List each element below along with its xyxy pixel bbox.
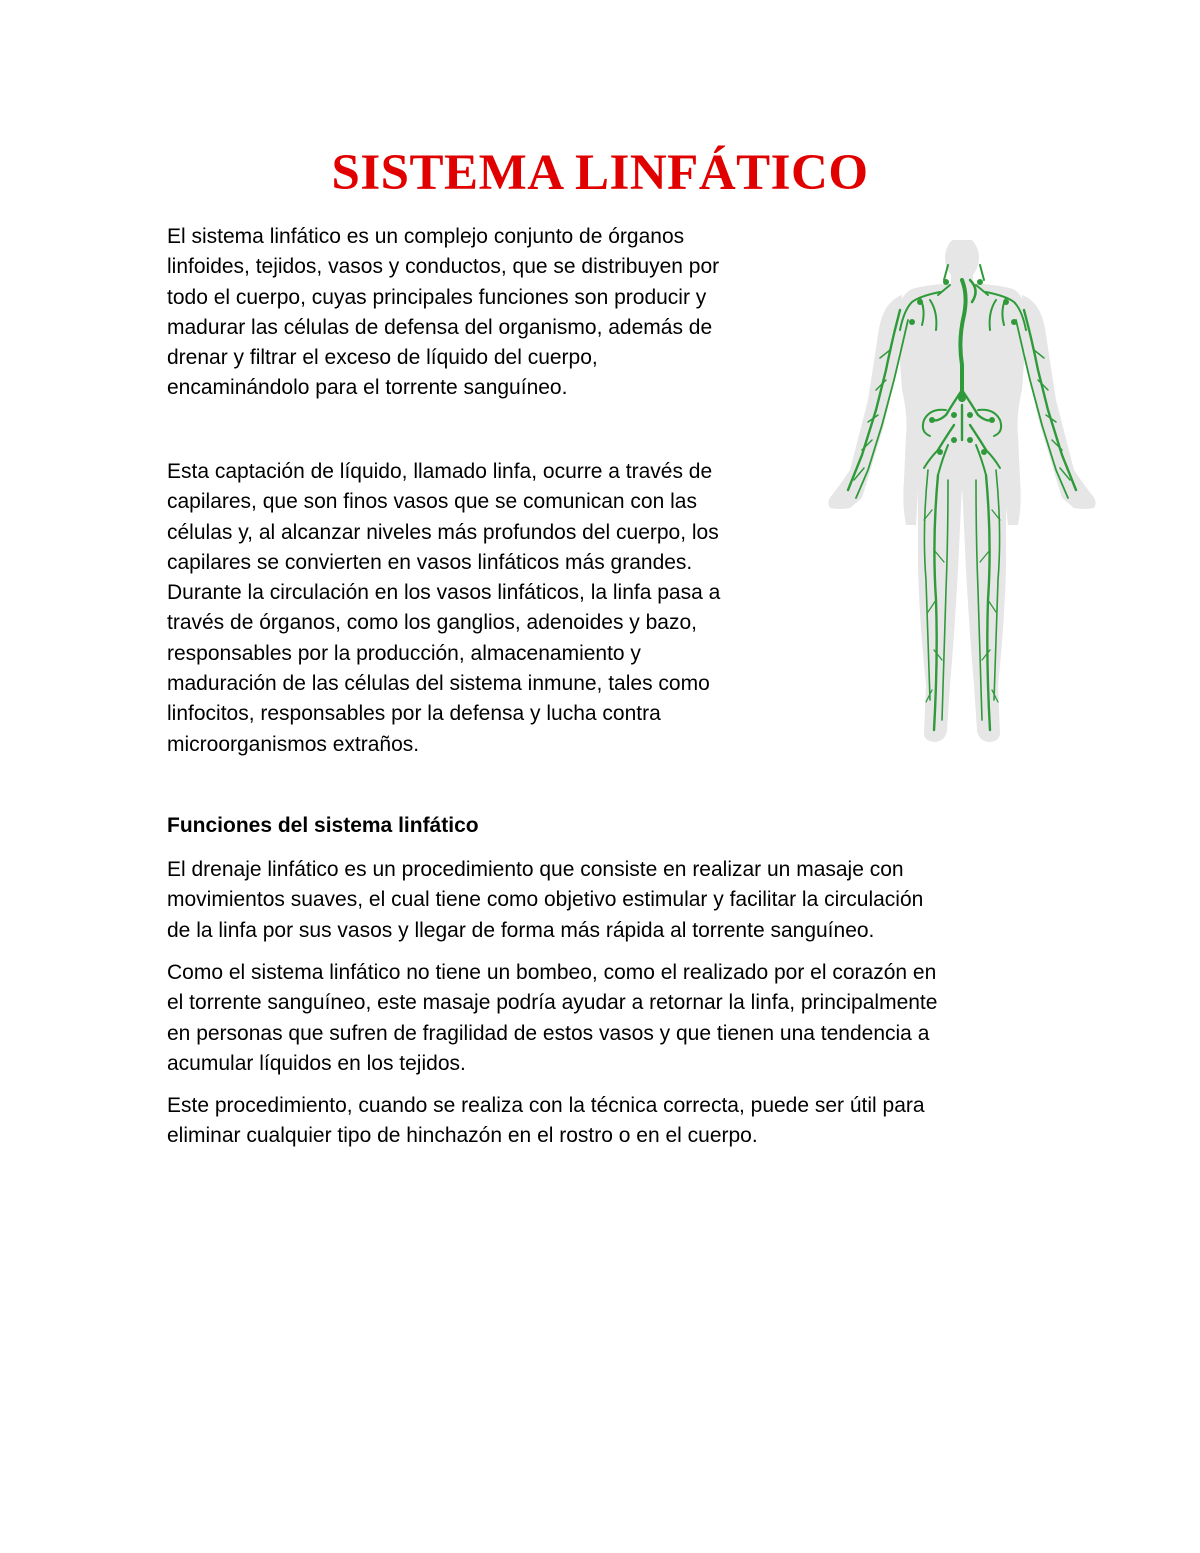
lymphatic-system-illustration — [820, 240, 1110, 750]
procedure-paragraph: Este procedimiento, cuando se realiza con la técnica correcta, puede ser útil para eliminar cualquier tipo de hinchazón en el rostro o en el cuerpo. — [167, 1094, 925, 1148]
drainage-paragraph: El drenaje linfático es un procedimiento que consiste en realizar un masaje con movimientos suaves, el cual tiene como objetivo estimular y facilitar la circulación de la linfa por sus vasos y llegar de forma más rápida al torrente sanguíneo. — [167, 858, 924, 942]
pumping-paragraph: Como el sistema linfático no tiene un bombeo, como el realizado por el corazón en el torrente sanguíneo, este masaje podría ayudar a retornar la linfa, principalmente en personas que sufren de fragilidad de estos vasos y que tienen una tendencia a acumular líquidos en los tejidos. — [167, 961, 938, 1075]
page-title: SISTEMA LINFÁTICO — [331, 145, 869, 201]
section-heading: Funciones del sistema linfático — [167, 814, 479, 837]
intro-paragraph: El sistema linfático es un complejo conjunto de órganos linfoides, tejidos, vasos y conductos, que se distribuyen por todo el cuerpo, cuyas principales funciones son producir y madurar las células de defensa del organismo, además de drenar y filtrar el exceso de líquido del cuerpo, encaminándolo para el torrente sanguíneo. — [167, 225, 720, 400]
body-figure-icon — [820, 240, 1110, 750]
lymph-capture-paragraph: Esta captación de líquido, llamado linfa, ocurre a través de capilares, que son finos vasos que se comunican con las células y, al alcanzar niveles más profundos del cuerpo, los capilares se convierten en vasos linfáticos más grandes. Durante la circulación en los vasos linfáticos, la linfa pasa a través de órganos, como los ganglios, adenoides y bazo, responsables por la producción, almacenamiento y maduración de las células del sistema inmune, tales como linfocitos, responsables por la defensa y lucha contra microorganismos extraños. — [167, 460, 721, 756]
